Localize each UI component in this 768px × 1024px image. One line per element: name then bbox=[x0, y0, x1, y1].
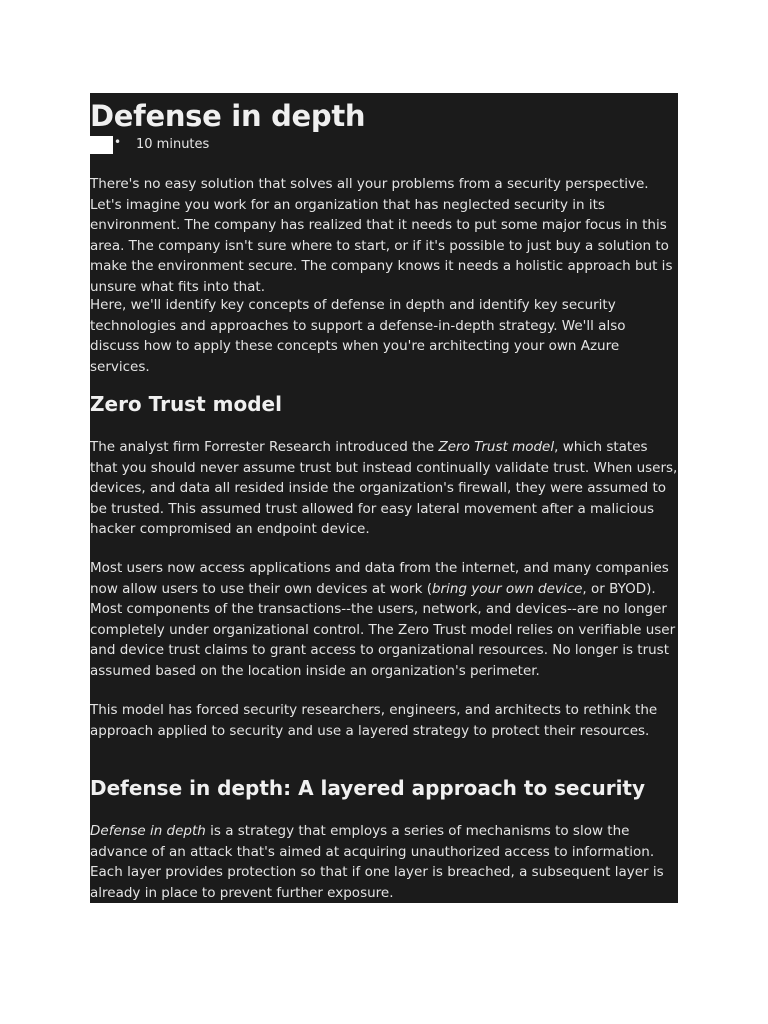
intro-paragraph-1: There's no easy solution that solves all your problems from a security perspective. Let's imagine you work for an organization that has neglected security in its environment. The company has realized that it needs to put some major focus in this area. The company isn't sure where to start, or if it's possible to just buy a solution to make the environment secure. The company knows it needs a holistic approach but is unsure what fits into that. bbox=[90, 176, 673, 295]
document-page bbox=[90, 93, 678, 903]
byod-term: bring your own device bbox=[431, 580, 583, 597]
defense-in-depth-term: Defense in depth bbox=[90, 823, 206, 839]
zero-trust-model-term: Zero Trust model bbox=[438, 439, 555, 455]
layered-approach-heading: Defense in depth: A layered approach to security bbox=[90, 776, 646, 800]
zero-trust-heading: Zero Trust model bbox=[90, 392, 282, 416]
zero-trust-paragraph-3: This model has forced security researchers, engineers, and architects to rethink the approach applied to security and use a layered strategy to protect their resources. bbox=[90, 702, 658, 739]
duration-marker bbox=[90, 136, 113, 154]
layered-paragraph-1: Defense in depth is a strategy that employs a series of mechanisms to slow the advance of an attack that's aimed at acquiring unauthorized access to information. Each layer provides protection so that if one layer is breached, a subsequent layer is already in place to prevent further exposure. bbox=[90, 823, 664, 901]
page-title: Defense in depth bbox=[90, 99, 366, 133]
bullet-icon: • bbox=[114, 135, 122, 149]
intro-paragraph-2: Here, we'll identify key concepts of defense in depth and identify key security technologies and approaches to support a defense-in-depth strategy. We'll also discuss how to apply these concepts when you're architecting your own Azure services. bbox=[90, 297, 626, 375]
zero-trust-paragraph-1: The analyst firm Forrester Research introduced the Zero Trust model, which states that you should never assume trust but instead continually validate trust. When users, devices, and data all resided inside the organization's firewall, they were assumed to be trusted. This assumed trust allowed for easy lateral movement after a malicious hacker compromised an endpoint device. bbox=[90, 439, 678, 538]
duration-row bbox=[90, 136, 678, 156]
duration-text: 10 minutes bbox=[136, 137, 210, 152]
zero-trust-paragraph-2: Most users now access applications and data from the internet, and many companies now allow users to use their own devices at work (bring your own device, or BYOD). Most components of the transactions--the users, network, and devices--are no longer completely under organizational control. The Zero Trust model relies on verifiable user and device trust claims to grant access to organizational resources. No longer is trust assumed based on the location inside an organization's perimeter. bbox=[90, 560, 676, 679]
